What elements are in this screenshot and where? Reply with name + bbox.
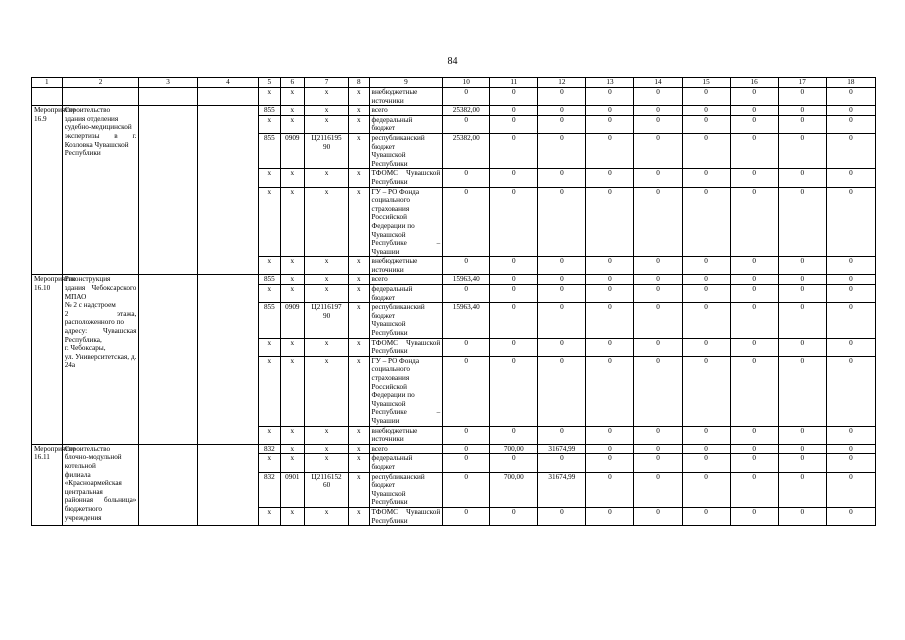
value-cell-col-14: 0 bbox=[634, 426, 682, 444]
value-cell-col-11: 0 bbox=[490, 187, 538, 257]
column-header-5: 5 bbox=[259, 78, 280, 88]
value-cell-col-14: 0 bbox=[634, 507, 682, 525]
expense-type-cell: х bbox=[349, 426, 369, 444]
value-cell-col-13: 0 bbox=[586, 426, 634, 444]
section-code-cell: х bbox=[280, 106, 305, 116]
column-header-13: 13 bbox=[586, 78, 634, 88]
column-header-1: 1 bbox=[32, 78, 63, 88]
section-code-cell: 0909 bbox=[280, 303, 305, 338]
value-cell-col-16: 0 bbox=[730, 275, 778, 285]
value-cell-col-11: 0 bbox=[490, 275, 538, 285]
activity-cell: Мероприятие 16.11 bbox=[32, 444, 63, 525]
expense-type-cell: х bbox=[349, 169, 369, 187]
section-code-cell: х bbox=[280, 444, 305, 454]
value-cell-col-10: 0 bbox=[443, 454, 490, 472]
expense-type-cell: х bbox=[349, 275, 369, 285]
grbs-code-cell: 855 bbox=[259, 133, 280, 168]
value-cell-col-18: 0 bbox=[826, 275, 875, 285]
target-code-cell: Ц2116152 60 bbox=[305, 472, 349, 507]
table-row bbox=[32, 106, 876, 116]
value-cell-col-18: 0 bbox=[826, 303, 875, 338]
column-4-cell bbox=[197, 275, 258, 444]
expense-type-cell: х bbox=[349, 507, 369, 525]
value-cell-col-12: 0 bbox=[538, 187, 586, 257]
activity-name-cell bbox=[62, 88, 139, 106]
value-cell-col-16: 0 bbox=[730, 507, 778, 525]
value-cell-col-14: 0 bbox=[634, 275, 682, 285]
activity-name-cell: Реконструкция здания Чебоксарского МПАО № 2 с надстроем 2 этажа, расположенного по адресу: Чувашская Республика, г. Чебоксары, ул. Университетская, д. 24а bbox=[62, 275, 139, 444]
grbs-code-cell: х bbox=[259, 356, 280, 426]
column-header-4: 4 bbox=[197, 78, 258, 88]
value-cell-col-13: 0 bbox=[586, 444, 634, 454]
grbs-code-cell: х bbox=[259, 169, 280, 187]
value-cell-col-17: 0 bbox=[778, 303, 826, 338]
value-cell-col-17: 0 bbox=[778, 285, 826, 303]
value-cell-col-12: 0 bbox=[538, 338, 586, 356]
value-cell-col-10: 15963,40 bbox=[443, 275, 490, 285]
value-cell-col-14: 0 bbox=[634, 257, 682, 275]
section-code-cell: х bbox=[280, 257, 305, 275]
value-cell-col-12: 0 bbox=[538, 426, 586, 444]
column-3-cell bbox=[139, 88, 197, 106]
value-cell-col-13: 0 bbox=[586, 356, 634, 426]
funding-source-cell: республиканский бюджет Чувашской Республики bbox=[369, 133, 443, 168]
value-cell-col-16: 0 bbox=[730, 115, 778, 133]
value-cell-col-10: 25382,00 bbox=[443, 106, 490, 116]
value-cell-col-12: 0 bbox=[538, 285, 586, 303]
value-cell-col-18: 0 bbox=[826, 426, 875, 444]
grbs-code-cell: 855 bbox=[259, 303, 280, 338]
section-code-cell: х bbox=[280, 187, 305, 257]
value-cell-col-18: 0 bbox=[826, 338, 875, 356]
value-cell-col-17: 0 bbox=[778, 115, 826, 133]
value-cell-col-18: 0 bbox=[826, 88, 875, 106]
value-cell-col-12: 0 bbox=[538, 115, 586, 133]
value-cell-col-15: 0 bbox=[682, 257, 730, 275]
target-code-cell: х bbox=[305, 106, 349, 116]
column-header-6: 6 bbox=[280, 78, 305, 88]
funding-source-cell: ТФОМС Чувашской Республики bbox=[369, 507, 443, 525]
target-code-cell: Ц2116195 90 bbox=[305, 133, 349, 168]
value-cell-col-17: 0 bbox=[778, 187, 826, 257]
value-cell-col-17: 0 bbox=[778, 507, 826, 525]
section-code-cell: х bbox=[280, 507, 305, 525]
value-cell-col-12: 0 bbox=[538, 275, 586, 285]
expense-type-cell: х bbox=[349, 472, 369, 507]
grbs-code-cell: х bbox=[259, 257, 280, 275]
value-cell-col-13: 0 bbox=[586, 257, 634, 275]
funding-source-cell: республиканский бюджет Чувашской Республики bbox=[369, 472, 443, 507]
value-cell-col-17: 0 bbox=[778, 338, 826, 356]
value-cell-col-13: 0 bbox=[586, 106, 634, 116]
value-cell-col-16: 0 bbox=[730, 303, 778, 338]
column-3-cell bbox=[139, 275, 197, 444]
value-cell-col-17: 0 bbox=[778, 133, 826, 168]
value-cell-col-18: 0 bbox=[826, 187, 875, 257]
value-cell-col-11: 0 bbox=[490, 454, 538, 472]
expense-type-cell: х bbox=[349, 454, 369, 472]
column-header-12: 12 bbox=[538, 78, 586, 88]
value-cell-col-10: 0 bbox=[443, 356, 490, 426]
value-cell-col-17: 0 bbox=[778, 106, 826, 116]
value-cell-col-15: 0 bbox=[682, 187, 730, 257]
target-code-cell: х bbox=[305, 454, 349, 472]
section-code-cell: 0909 bbox=[280, 133, 305, 168]
column-4-cell bbox=[197, 444, 258, 525]
funding-source-cell: ТФОМС Чувашской Республики bbox=[369, 169, 443, 187]
value-cell-col-14: 0 bbox=[634, 187, 682, 257]
column-4-cell bbox=[197, 106, 258, 275]
value-cell-col-17: 0 bbox=[778, 88, 826, 106]
value-cell-col-13: 0 bbox=[586, 454, 634, 472]
column-3-cell bbox=[139, 444, 197, 525]
value-cell-col-16: 0 bbox=[730, 472, 778, 507]
section-code-cell: х bbox=[280, 285, 305, 303]
value-cell-col-17: 0 bbox=[778, 356, 826, 426]
value-cell-col-12: 0 bbox=[538, 169, 586, 187]
value-cell-col-18: 0 bbox=[826, 507, 875, 525]
value-cell-col-11: 0 bbox=[490, 303, 538, 338]
value-cell-col-14: 0 bbox=[634, 169, 682, 187]
value-cell-col-13: 0 bbox=[586, 472, 634, 507]
section-code-cell: х bbox=[280, 426, 305, 444]
target-code-cell: х bbox=[305, 187, 349, 257]
target-code-cell: х bbox=[305, 88, 349, 106]
funding-source-cell: всего bbox=[369, 106, 443, 116]
section-code-cell: х bbox=[280, 356, 305, 426]
value-cell-col-17: 0 bbox=[778, 426, 826, 444]
value-cell-col-14: 0 bbox=[634, 444, 682, 454]
expense-type-cell: х bbox=[349, 356, 369, 426]
grbs-code-cell: х bbox=[259, 187, 280, 257]
value-cell-col-15: 0 bbox=[682, 507, 730, 525]
value-cell-col-10: 15963,40 bbox=[443, 303, 490, 338]
expense-type-cell: х bbox=[349, 106, 369, 116]
value-cell-col-16: 0 bbox=[730, 187, 778, 257]
value-cell-col-11: 0 bbox=[490, 257, 538, 275]
value-cell-col-15: 0 bbox=[682, 338, 730, 356]
value-cell-col-16: 0 bbox=[730, 88, 778, 106]
grbs-code-cell: х bbox=[259, 426, 280, 444]
table-row bbox=[32, 444, 876, 454]
value-cell-col-12: 31674,99 bbox=[538, 444, 586, 454]
grbs-code-cell: х bbox=[259, 338, 280, 356]
value-cell-col-16: 0 bbox=[730, 257, 778, 275]
value-cell-col-17: 0 bbox=[778, 169, 826, 187]
value-cell-col-16: 0 bbox=[730, 426, 778, 444]
value-cell-col-12: 0 bbox=[538, 507, 586, 525]
value-cell-col-15: 0 bbox=[682, 275, 730, 285]
value-cell-col-11: 700,00 bbox=[490, 444, 538, 454]
value-cell-col-14: 0 bbox=[634, 106, 682, 116]
value-cell-col-14: 0 bbox=[634, 133, 682, 168]
value-cell-col-18: 0 bbox=[826, 115, 875, 133]
value-cell-col-10: 0 bbox=[443, 257, 490, 275]
value-cell-col-16: 0 bbox=[730, 285, 778, 303]
grbs-code-cell: х bbox=[259, 507, 280, 525]
value-cell-col-13: 0 bbox=[586, 338, 634, 356]
activity-cell: Мероприятие 16.9 bbox=[32, 106, 63, 275]
value-cell-col-11: 700,00 bbox=[490, 472, 538, 507]
expense-type-cell: х bbox=[349, 115, 369, 133]
activity-name-cell: Строительство здания отделения судебно-медицинской экспертизы в г. Козловка Чувашской Республики bbox=[62, 106, 139, 275]
target-code-cell: х bbox=[305, 169, 349, 187]
target-code-cell: х bbox=[305, 285, 349, 303]
value-cell-col-11: 0 bbox=[490, 285, 538, 303]
expense-type-cell: х bbox=[349, 257, 369, 275]
activity-cell: Мероприятие 16.10 bbox=[32, 275, 63, 444]
funding-source-cell: всего bbox=[369, 444, 443, 454]
value-cell-col-17: 0 bbox=[778, 257, 826, 275]
activity-name-cell: Строительство блочно-модульной котельной филиала «Красноармейская центральная районная больница» бюджетного учреждения bbox=[62, 444, 139, 525]
grbs-code-cell: 832 bbox=[259, 444, 280, 454]
funding-source-cell: всего bbox=[369, 275, 443, 285]
header-row bbox=[32, 78, 876, 88]
column-header-10: 10 bbox=[443, 78, 490, 88]
grbs-code-cell: х bbox=[259, 285, 280, 303]
expense-type-cell: х bbox=[349, 187, 369, 257]
funding-source-cell: ТФОМС Чувашской Республики bbox=[369, 338, 443, 356]
value-cell-col-14: 0 bbox=[634, 454, 682, 472]
value-cell-col-12: 0 bbox=[538, 133, 586, 168]
value-cell-col-18: 0 bbox=[826, 257, 875, 275]
column-header-2: 2 bbox=[62, 78, 139, 88]
column-header-3: 3 bbox=[139, 78, 197, 88]
expense-type-cell: х bbox=[349, 338, 369, 356]
value-cell-col-18: 0 bbox=[826, 169, 875, 187]
funding-source-cell: внебюджетные источники bbox=[369, 257, 443, 275]
section-code-cell: х bbox=[280, 338, 305, 356]
value-cell-col-10: 0 bbox=[443, 472, 490, 507]
value-cell-col-15: 0 bbox=[682, 444, 730, 454]
value-cell-col-14: 0 bbox=[634, 285, 682, 303]
grbs-code-cell: х bbox=[259, 115, 280, 133]
section-code-cell: х bbox=[280, 88, 305, 106]
value-cell-col-11: 0 bbox=[490, 338, 538, 356]
value-cell-col-10: 0 bbox=[443, 338, 490, 356]
value-cell-col-11: 0 bbox=[490, 169, 538, 187]
value-cell-col-14: 0 bbox=[634, 472, 682, 507]
value-cell-col-14: 0 bbox=[634, 88, 682, 106]
target-code-cell: х bbox=[305, 275, 349, 285]
value-cell-col-13: 0 bbox=[586, 285, 634, 303]
section-code-cell: х bbox=[280, 454, 305, 472]
column-header-9: 9 bbox=[369, 78, 443, 88]
funding-source-cell: внебюджетные источники bbox=[369, 426, 443, 444]
value-cell-col-10: 0 bbox=[443, 444, 490, 454]
value-cell-col-17: 0 bbox=[778, 472, 826, 507]
value-cell-col-16: 0 bbox=[730, 454, 778, 472]
value-cell-col-11: 0 bbox=[490, 133, 538, 168]
value-cell-col-18: 0 bbox=[826, 106, 875, 116]
value-cell-col-16: 0 bbox=[730, 133, 778, 168]
value-cell-col-11: 0 bbox=[490, 115, 538, 133]
expense-type-cell: х bbox=[349, 133, 369, 168]
value-cell-col-10: 0 bbox=[443, 285, 490, 303]
column-3-cell bbox=[139, 106, 197, 275]
grbs-code-cell: х bbox=[259, 454, 280, 472]
value-cell-col-14: 0 bbox=[634, 338, 682, 356]
expense-type-cell: х bbox=[349, 285, 369, 303]
value-cell-col-11: 0 bbox=[490, 507, 538, 525]
value-cell-col-14: 0 bbox=[634, 303, 682, 338]
value-cell-col-18: 0 bbox=[826, 454, 875, 472]
value-cell-col-15: 0 bbox=[682, 285, 730, 303]
column-header-11: 11 bbox=[490, 78, 538, 88]
section-code-cell: 0901 bbox=[280, 472, 305, 507]
value-cell-col-10: 25382,00 bbox=[443, 133, 490, 168]
value-cell-col-15: 0 bbox=[682, 88, 730, 106]
target-code-cell: х bbox=[305, 338, 349, 356]
value-cell-col-12: 0 bbox=[538, 106, 586, 116]
value-cell-col-13: 0 bbox=[586, 115, 634, 133]
page-number: 84 bbox=[447, 56, 458, 67]
section-code-cell: х bbox=[280, 115, 305, 133]
value-cell-col-18: 0 bbox=[826, 133, 875, 168]
value-cell-col-13: 0 bbox=[586, 275, 634, 285]
funding-source-cell: республиканский бюджет Чувашской Республики bbox=[369, 303, 443, 338]
target-code-cell: х bbox=[305, 257, 349, 275]
value-cell-col-10: 0 bbox=[443, 187, 490, 257]
value-cell-col-14: 0 bbox=[634, 115, 682, 133]
grbs-code-cell: х bbox=[259, 88, 280, 106]
value-cell-col-14: 0 bbox=[634, 356, 682, 426]
table-row bbox=[32, 275, 876, 285]
value-cell-col-16: 0 bbox=[730, 356, 778, 426]
grbs-code-cell: 855 bbox=[259, 275, 280, 285]
column-header-17: 17 bbox=[778, 78, 826, 88]
value-cell-col-18: 0 bbox=[826, 472, 875, 507]
value-cell-col-12: 0 bbox=[538, 303, 586, 338]
column-header-14: 14 bbox=[634, 78, 682, 88]
column-header-18: 18 bbox=[826, 78, 875, 88]
value-cell-col-15: 0 bbox=[682, 303, 730, 338]
value-cell-col-13: 0 bbox=[586, 303, 634, 338]
value-cell-col-12: 0 bbox=[538, 257, 586, 275]
value-cell-col-10: 0 bbox=[443, 507, 490, 525]
expense-type-cell: х bbox=[349, 303, 369, 338]
funding-source-cell: ГУ – РО Фонда социального страхования Российской Федерации по Чувашской Республике – Чувашии bbox=[369, 356, 443, 426]
value-cell-col-12: 31674,99 bbox=[538, 472, 586, 507]
value-cell-col-16: 0 bbox=[730, 338, 778, 356]
target-code-cell: х bbox=[305, 444, 349, 454]
grbs-code-cell: 832 bbox=[259, 472, 280, 507]
section-code-cell: х bbox=[280, 275, 305, 285]
value-cell-col-11: 0 bbox=[490, 88, 538, 106]
funding-source-cell: внебюджетные источники bbox=[369, 88, 443, 106]
value-cell-col-17: 0 bbox=[778, 454, 826, 472]
target-code-cell: Ц2116197 90 bbox=[305, 303, 349, 338]
value-cell-col-16: 0 bbox=[730, 444, 778, 454]
value-cell-col-10: 0 bbox=[443, 115, 490, 133]
value-cell-col-15: 0 bbox=[682, 454, 730, 472]
value-cell-col-15: 0 bbox=[682, 426, 730, 444]
target-code-cell: х bbox=[305, 115, 349, 133]
target-code-cell: х bbox=[305, 426, 349, 444]
funding-source-cell: ГУ – РО Фонда социального страхования Российской Федерации по Чувашской Республике – Чувашии bbox=[369, 187, 443, 257]
value-cell-col-17: 0 bbox=[778, 275, 826, 285]
value-cell-col-13: 0 bbox=[586, 133, 634, 168]
value-cell-col-10: 0 bbox=[443, 426, 490, 444]
value-cell-col-12: 0 bbox=[538, 88, 586, 106]
value-cell-col-17: 0 bbox=[778, 444, 826, 454]
value-cell-col-12: 0 bbox=[538, 454, 586, 472]
funding-source-cell: федеральный бюджет bbox=[369, 115, 443, 133]
funding-source-cell: федеральный бюджет bbox=[369, 285, 443, 303]
column-header-8: 8 bbox=[349, 78, 369, 88]
value-cell-col-13: 0 bbox=[586, 88, 634, 106]
value-cell-col-18: 0 bbox=[826, 356, 875, 426]
value-cell-col-11: 0 bbox=[490, 106, 538, 116]
value-cell-col-11: 0 bbox=[490, 356, 538, 426]
value-cell-col-16: 0 bbox=[730, 106, 778, 116]
value-cell-col-13: 0 bbox=[586, 507, 634, 525]
value-cell-col-15: 0 bbox=[682, 115, 730, 133]
expense-type-cell: х bbox=[349, 444, 369, 454]
value-cell-col-18: 0 bbox=[826, 444, 875, 454]
budget-table bbox=[31, 77, 876, 526]
target-code-cell: х bbox=[305, 356, 349, 426]
expense-type-cell: х bbox=[349, 88, 369, 106]
section-code-cell: х bbox=[280, 169, 305, 187]
column-4-cell bbox=[197, 88, 258, 106]
value-cell-col-15: 0 bbox=[682, 472, 730, 507]
value-cell-col-15: 0 bbox=[682, 106, 730, 116]
column-header-7: 7 bbox=[305, 78, 349, 88]
value-cell-col-13: 0 bbox=[586, 187, 634, 257]
column-header-16: 16 bbox=[730, 78, 778, 88]
value-cell-col-16: 0 bbox=[730, 169, 778, 187]
value-cell-col-15: 0 bbox=[682, 356, 730, 426]
table-row bbox=[32, 88, 876, 106]
value-cell-col-13: 0 bbox=[586, 169, 634, 187]
value-cell-col-11: 0 bbox=[490, 426, 538, 444]
grbs-code-cell: 855 bbox=[259, 106, 280, 116]
value-cell-col-15: 0 bbox=[682, 133, 730, 168]
value-cell-col-15: 0 bbox=[682, 169, 730, 187]
column-header-15: 15 bbox=[682, 78, 730, 88]
activity-cell bbox=[32, 88, 63, 106]
value-cell-col-10: 0 bbox=[443, 169, 490, 187]
value-cell-col-10: 0 bbox=[443, 88, 490, 106]
funding-source-cell: федеральный бюджет bbox=[369, 454, 443, 472]
target-code-cell: х bbox=[305, 507, 349, 525]
value-cell-col-12: 0 bbox=[538, 356, 586, 426]
value-cell-col-18: 0 bbox=[826, 285, 875, 303]
